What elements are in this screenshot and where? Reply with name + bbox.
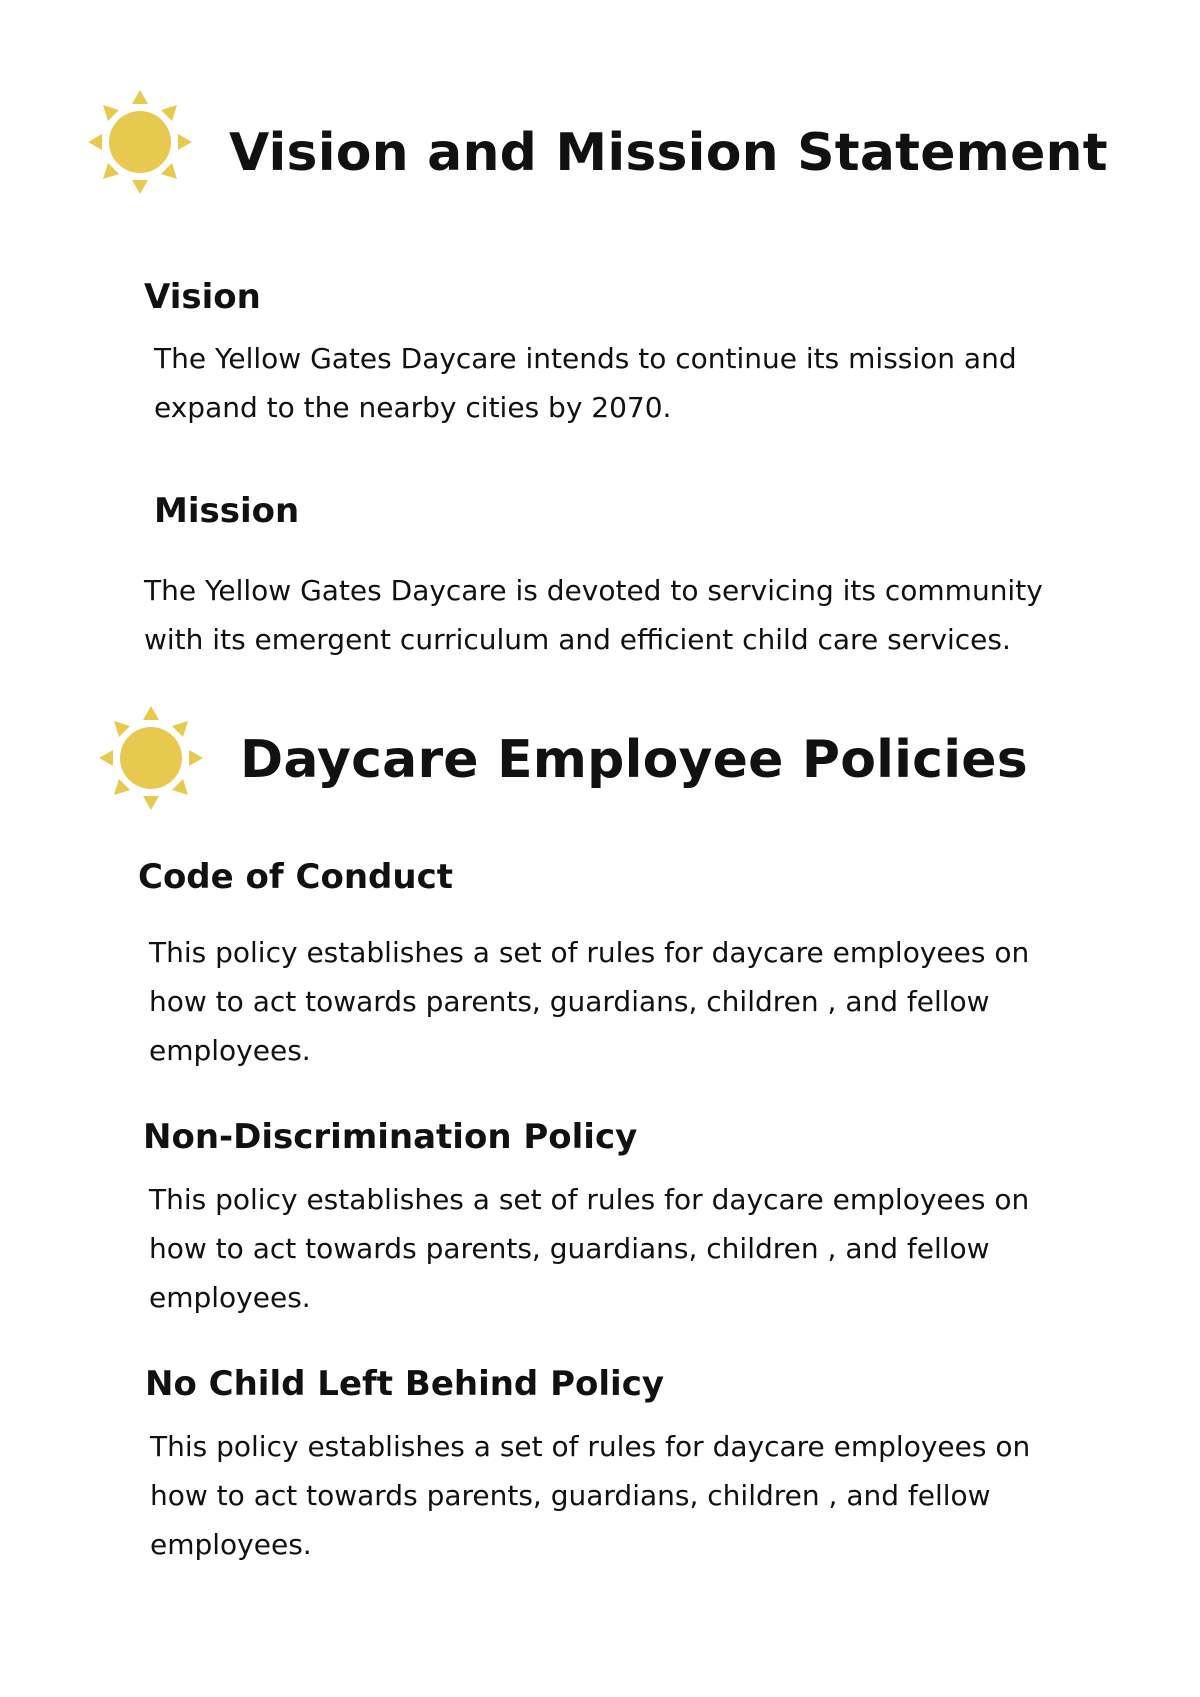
- policy-heading-non-discrimination: Non-Discrimination Policy: [143, 1117, 638, 1157]
- policy-body-no-child-left-behind: This policy establishes a set of rules for daycare employees on how to act towards parents, guardians, children , and fellow employees.: [150, 1430, 1031, 1561]
- sun-icon: [88, 90, 192, 194]
- vision-body: The Yellow Gates Daycare intends to continue its mission and expand to the nearby cities by 2070.: [154, 342, 1017, 424]
- section-title-policies: Daycare Employee Policies: [240, 730, 1028, 790]
- mission-body: The Yellow Gates Daycare is devoted to servicing its community with its emergent curriculum and efficient child care services.: [144, 574, 1043, 656]
- section-title-vision-mission: Vision and Mission Statement: [229, 123, 1108, 183]
- vision-heading: Vision: [144, 277, 261, 317]
- policy-heading-code-of-conduct: Code of Conduct: [138, 857, 453, 897]
- mission-heading: Mission: [154, 491, 300, 531]
- policy-heading-no-child-left-behind: No Child Left Behind Policy: [145, 1364, 665, 1404]
- policy-body-code-of-conduct: This policy establishes a set of rules for daycare employees on how to act towards parents, guardians, children , and fellow employees.: [149, 936, 1030, 1067]
- sun-icon: [99, 706, 203, 810]
- policy-body-non-discrimination: This policy establishes a set of rules for daycare employees on how to act towards parents, guardians, children , and fellow employees.: [149, 1183, 1030, 1314]
